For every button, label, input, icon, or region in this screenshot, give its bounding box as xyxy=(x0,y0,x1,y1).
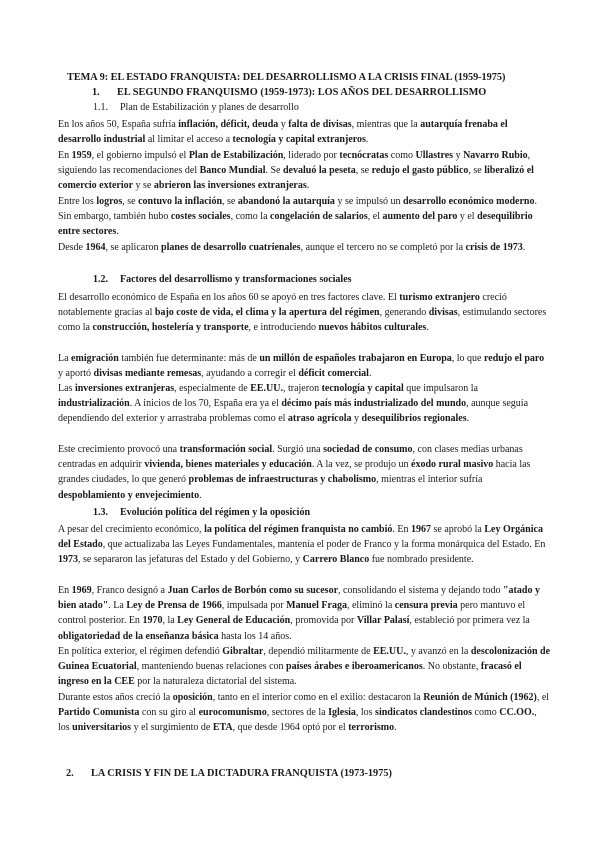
section-number: 2. xyxy=(66,768,74,779)
subsection-title: Evolución política del régimen y la oposición xyxy=(120,507,311,518)
subsection-number: 1.2. xyxy=(93,274,108,285)
paragraph: La emigración también fue determinante: más de un millón de españoles trabajaron en Europa, lo que redujo el paro y aportó divisas mediante remesas, ayudando a corregir el déficit comercial. xyxy=(58,353,545,380)
paragraph: En 1969, Franco designó a Juan Carlos de Borbón como su sucesor, consolidando el sistema y dejando todo "atado y bien atado". La Ley de Prensa de 1966, impulsada por Manuel Fraga, eliminó la censura previa pero mantuvo el control posterior. En 1970, la Ley General de Educación, promovida por Villar Palasí, estableció por primera vez la obligatoriedad de la enseñanza básica hasta los 14 años. xyxy=(58,585,540,642)
subsection-number: 1.3. xyxy=(93,507,108,518)
paragraph: En los años 50, España sufría inflación, déficit, deuda y falta de divisas, mientras que la autarquía frenaba el desarrollo industrial al limitar el acceso a tecnología y capital extranjeros. xyxy=(58,119,508,146)
paragraph: En 1959, el gobierno impulsó el Plan de Estabilización, liderado por tecnócratas como Ullastres y Navarro Rubio, siguiendo las recomendaciones del Banco Mundial. Se devaluó la peseta, se redujo el gasto público, se liberalizó el comercio exterior y se abrieron las inversiones extranjeras. xyxy=(58,150,534,192)
document-title: TEMA 9: EL ESTADO FRANQUISTA: DEL DESARROLLISMO A LA CRISIS FINAL (1959-1975) xyxy=(67,72,506,83)
paragraph: El desarrollo económico de España en los años 60 se apoyó en tres factores clave. El turismo extranjero creció notablemente gracias al bajo coste de vida, el clima y la apertura del régimen, generando divisas, estimulando sectores como la construcción, hostelería y transporte, e introduciendo nuevos hábitos culturales. xyxy=(58,292,547,334)
paragraph: A pesar del crecimiento económico, la política del régimen franquista no cambió. En 1967 se aprobó la Ley Orgánica del Estado, que actualizaba las Leyes Fundamentales, mantenía el poder de Franco y la forma monárquica del Estado. En 1973, se separaron las jefaturas del Estado y del Gobierno, y Carrero Blanco fue nombrado presidente. xyxy=(58,524,546,566)
paragraph: Entre los logros, se contuvo la inflación, se abandonó la autarquía y se impulsó un desarrollo económico moderno. Sin embargo, también hubo costes sociales, como la congelación de salarios, el aumento del paro y el desequilibrio entre sectores. xyxy=(58,196,537,238)
paragraph: Las inversiones extranjeras, especialmente de EE.UU., trajeron tecnología y capital que impulsaron la industrialización. A inicios de los 70, España era ya el décimo país más industrializado del mundo, aunque seguía dependiendo del exterior y arrastraba problemas como el atraso agrícola y desequilibrios regionales. xyxy=(58,383,529,425)
subsection-title: Plan de Estabilización y planes de desarrollo xyxy=(120,102,299,113)
subsection-number: 1.1. xyxy=(93,102,108,113)
section-title: LA CRISIS Y FIN DE LA DICTADURA FRANQUISTA (1973-1975) xyxy=(91,768,392,779)
paragraph: Este crecimiento provocó una transformación social. Surgió una sociedad de consumo, con clases medias urbanas centradas en adquirir vivienda, bienes materiales y educación. A la vez, se produjo un éxodo rural masivo hacia las grandes ciudades, lo que generó problemas de infraestructuras y chabolismo, mientras el interior sufría despoblamiento y envejecimiento. xyxy=(58,444,531,501)
section-number: 1. xyxy=(92,87,100,98)
section-title: EL SEGUNDO FRANQUISMO (1959-1973): LOS AÑOS DEL DESARROLLISMO xyxy=(117,87,487,98)
paragraph: En política exterior, el régimen defendió Gibraltar, dependió militarmente de EE.UU., y avanzó en la descolonización de Guinea Ecuatorial, manteniendo buenas relaciones con países árabes e iberoamericanos. No obstante, fracasó el ingreso en la CEE por la naturaleza dictatorial del sistema. xyxy=(58,646,551,688)
subsection-title: Factores del desarrollismo y transformaciones sociales xyxy=(120,274,352,285)
paragraph: Durante estos años creció la oposición, tanto en el interior como en el exilio: destacaron la Reunión de Múnich (1962), el Partido Comunista con su giro al eurocomunismo, sectores de la Iglesia, los sindicatos clandestinos como CC.OO., los universitarios y el surgimiento de ETA, que desde 1964 optó por el terrorismo. xyxy=(58,692,550,734)
paragraph: Desde 1964, se aplicaron planes de desarrollo cuatrienales, aunque el tercero no se completó por la crisis de 1973. xyxy=(58,242,526,253)
